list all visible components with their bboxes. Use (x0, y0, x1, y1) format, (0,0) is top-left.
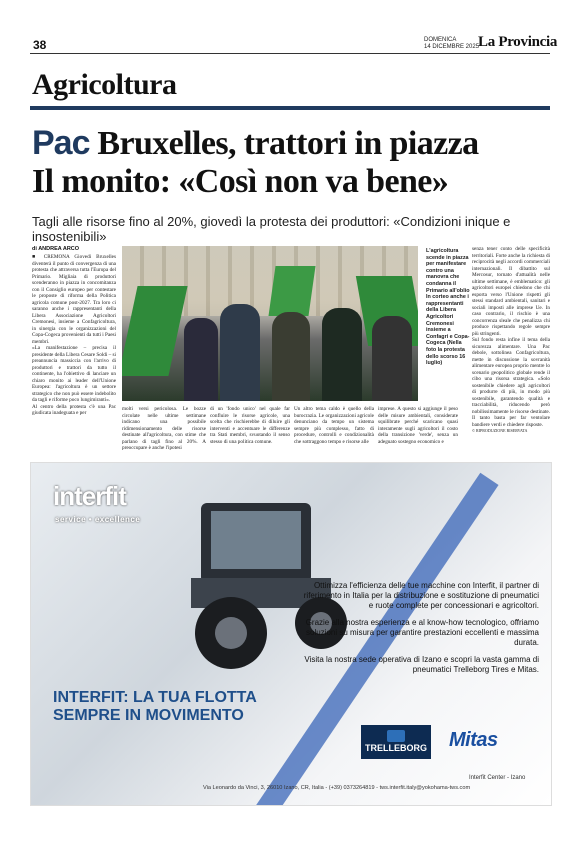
issue-full-date: 14 DICEMBRE 2025 (424, 44, 480, 50)
ad-tagline: service • excellence (55, 515, 141, 524)
ad-paragraph: Ottimizza l'efficienza delle tue macchine con Interfit, il partner di riferimento in Italia per la distribuzione e sostituzione di pneumatici e ruote complete per concessionari e agricoltori. (303, 581, 539, 610)
issue-day: DOMENICA (424, 37, 457, 43)
newspaper-logo: La Provincia (478, 34, 558, 50)
article-paragraph: di un 'fondo unico' nel quale far confluire le risorse agricole, una scelta che rischierebbe di diluire gli interventi e accentuare le differenze tra Stati membri, svuotando il senso stesso di una politica comune. (210, 406, 290, 445)
article-paragraph: «La manifestazione – precisa il presidente della Libera Cesare Soldi – si preannuncia massiccia con l'arrivo di produttori e trattori da tutto il continente, ha l'obiettivo di lanciare un chiaro monito ai leader dell'Unione Europea: l'agricoltura è un settore strategico che non può essere indebolito da tagli e riforme poco lungimiranti». (32, 345, 116, 403)
section-title: Agricoltura (32, 68, 177, 101)
article-column-3 (210, 406, 290, 458)
article-paragraph: senza tener conto delle specificità territoriali. Forte anche la richiesta di reciprocità negli accordi commerciali internazionali. Il dibattito sul Mercosur, tornato d'attualità nelle ultime settimane, è emblematico: gli agricoltori europei chiedono che chi esporta verso l'Unione rispetti gli stessi standard ambientali, sanitari e sociali imposti alle imprese Ue. In caso contrario, il rischio è una concorrenza sleale che penalizza chi produce rispettando regole sempre più stringenti. (472, 246, 550, 337)
article-column-2 (122, 406, 206, 458)
advertisement[interactable] (30, 462, 552, 806)
headline-text-1: Bruxelles, trattori in piazza (97, 125, 479, 162)
article-column-6 (472, 246, 550, 458)
headline-line-1 (32, 124, 552, 163)
article-column-5 (378, 406, 458, 458)
photo-person (372, 316, 412, 401)
ad-paragraph: Visita la nostra sede operativa di Izano e scopri la vasta gamma di pneumatici Trelleborg Tires e Mitas. (304, 655, 539, 674)
mitas-logo: Mitas (449, 729, 498, 751)
trelleborg-label: TRELLEBORG (365, 743, 427, 753)
photo-person (184, 318, 218, 401)
article-paragraph: molti versi pericolosa. Le bozze circolate nelle ultime settimane indicano una possibile ridimensionamento delle risorse destinate all'agricoltura, con stime che parlano di tagli fino al 20%. A preoccupare è anche l'ipotesi (122, 406, 206, 451)
article-column-4 (294, 406, 374, 458)
ad-brand-logo: interfit (53, 481, 126, 511)
header-rule (30, 53, 550, 54)
headline-keyword: Pac (32, 124, 90, 162)
article-paragraph: ■ CREMONA Giovedì Bruxelles diventerà il punto di convergenza di una protesta che attraversa tutta l'Europa del Primario. Migliaia di produttori scenderanno in piazza in concomitanza con il Consiglio europeo per contestare le proposte di riforma della Politica agricola comune post-2027. Tra loro ci saranno anche i rappresentanti della Libera Associazione Agricoltori Cremonesi, insieme a Confagricoltura, in sinergia con le organizzazioni del Copa-Cogeca provenienti da tutti i Paesi membri. (32, 254, 116, 345)
article-paragraph: imprese. A questo si aggiunge il peso delle misure ambientali, considerate squilibrate perché scaricano quasi interamente sugli agricoltori il costo della transizione 'verde', senza un adeguato sostegno economico e (378, 406, 458, 445)
ad-copy (299, 581, 539, 682)
ad-contact-details: Via Leonardo da Vinci, 3, 26010 Izano, CR, Italia - (+39) 0373264819 - tws.interfit.italy@yokohama-tws.com (203, 785, 471, 791)
photo-caption: L'agricoltura scende in piazza per manifestare contro una manovra che condanna il Primario all'oblio In corteo anche i rappresentanti della Libera Agricoltori Cremonesi insieme a Confagri e Copa-Cogeca (Nella foto la protesta dello scorso 16 luglio) (426, 248, 470, 367)
subheadline: Tagli alle risorse fino al 20%, giovedì la protesta dei produttori: «Condizioni inique e insostenibili» (32, 214, 511, 244)
photo-flag (268, 266, 315, 316)
page-number: 38 (33, 38, 47, 52)
protest-photo (122, 246, 418, 401)
headline-line-2: Il monito: «Così non va bene» (32, 163, 449, 200)
trelleborg-mark-icon (387, 730, 405, 742)
issue-date (424, 37, 479, 51)
article-column-1 (32, 254, 116, 460)
ad-contact-name: Interfit Center - Izano (469, 775, 526, 781)
byline: di ANDREA ARCO (32, 246, 80, 252)
copyright-notice: © RIPRODUZIONE RISERVATA (472, 428, 528, 433)
ad-paragraph: Grazie alla nostra esperienza e al know-how tecnologico, offriamo soluzioni su misura per garantire prestazioni eccellenti e massima durata. (305, 618, 539, 647)
photo-person (322, 308, 362, 401)
ad-slogan: INTERFIT: LA TUA FLOTTA SEMPRE IN MOVIMENTO (53, 689, 257, 724)
article-paragraph: Al centro della protesta c'è una Pac giudicata inadeguata e per (32, 403, 116, 416)
section-rule (30, 106, 550, 110)
photo-person (272, 312, 310, 401)
photo-person (220, 304, 260, 401)
trelleborg-logo (361, 725, 431, 759)
article-paragraph: Un altro tema caldo è quello della burocrazia. Le organizzazioni agricole denunciano da tempo un sistema sempre più complesso, fatto di procedure, controlli e condizionalità che sottraggono tempo e risorse alle (294, 406, 374, 445)
article-paragraph: Sul fondo resta infine il tema della sicurezza alimentare. Una Pac debole, sottolinea Confagricoltura, mette in discussione la sovranità alimentare europea proprio mentre lo scenario geopolitico globale rende il cibo una risorsa strategica. «Solo sostenibile chiedere agli agricoltori di produrre di più, in modo più sostenibile, garantendo qualità e tracciabilità, riducendo però nobilissimamente le risorse destinate. Il tanto basta per far ventolare bandiere verdi e chiedere risposte. (472, 337, 550, 428)
headline (32, 124, 552, 201)
